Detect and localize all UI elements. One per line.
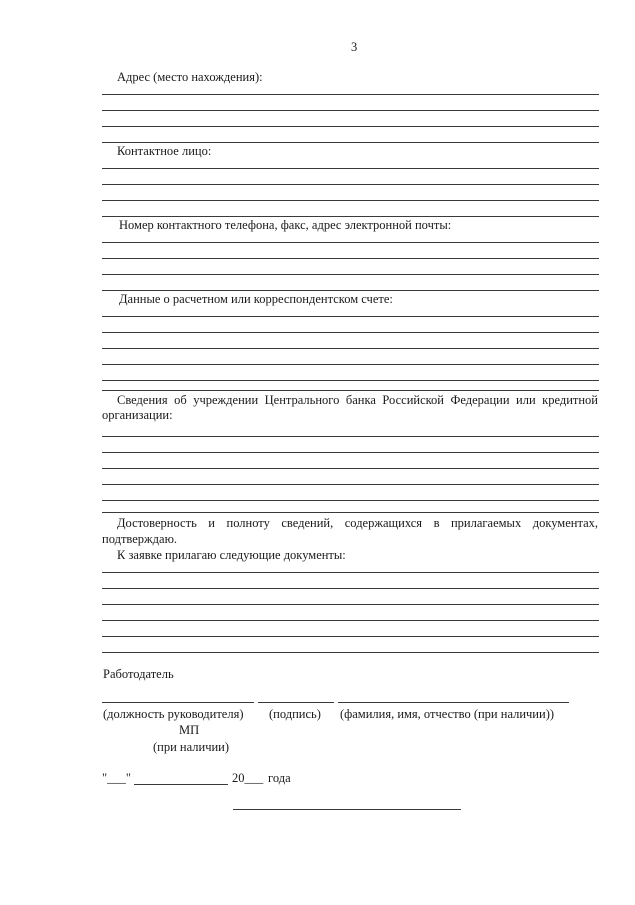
account-line[interactable] — [102, 390, 599, 391]
bank-line[interactable] — [102, 484, 599, 485]
confirm-text-line2: подтверждаю. — [102, 532, 178, 546]
account-line[interactable] — [102, 364, 599, 365]
account-line[interactable] — [102, 332, 599, 333]
contact-phone-line[interactable] — [102, 290, 599, 291]
contact-person-line[interactable] — [102, 184, 599, 185]
bank-line[interactable] — [102, 512, 599, 513]
contact-phone-line[interactable] — [102, 258, 599, 259]
attach-line[interactable] — [102, 652, 599, 653]
address-line[interactable] — [102, 110, 599, 111]
employer-label: Работодатель — [103, 667, 174, 681]
name-signature-line[interactable] — [338, 702, 569, 703]
date-day: "___" — [102, 771, 131, 785]
bank-line[interactable] — [102, 500, 599, 501]
contact-phone-line[interactable] — [102, 242, 599, 243]
name-caption: (фамилия, имя, отчество (при наличии)) — [340, 707, 555, 721]
date-year: 20___ — [232, 771, 264, 785]
address-line[interactable] — [102, 94, 599, 95]
address-label: Адрес (место нахождения): — [117, 70, 263, 84]
account-label: Данные о расчетном или корреспондентском счете: — [119, 292, 393, 306]
contact-person-line[interactable] — [102, 168, 599, 169]
bank-label-line2: организации: — [102, 408, 173, 422]
contact-person-line[interactable] — [102, 200, 599, 201]
date-month-line[interactable] — [134, 784, 228, 785]
page-number: 3 — [351, 40, 358, 54]
bank-line[interactable] — [102, 468, 599, 469]
contact-phone-line[interactable] — [102, 274, 599, 275]
address-line[interactable] — [102, 142, 599, 143]
account-line[interactable] — [102, 380, 599, 381]
contact-phone-label: Номер контактного телефона, факс, адрес электронной почты: — [119, 218, 452, 232]
bank-line[interactable] — [102, 452, 599, 453]
stamp-label: МП — [179, 723, 200, 737]
account-line[interactable] — [102, 348, 599, 349]
position-caption: (должность руководителя) — [103, 707, 244, 721]
attach-line[interactable] — [102, 588, 599, 589]
confirm-text-line1: Достоверность и полноту сведений, содержащихся в прилагаемых документах, — [117, 516, 598, 530]
stamp-note: (при наличии) — [153, 740, 230, 754]
bank-line[interactable] — [102, 436, 599, 437]
bottom-signature-line[interactable] — [233, 809, 461, 810]
bank-label-line1: Сведения об учреждении Центрального банка Российской Федерации или кредитной — [117, 393, 598, 407]
contact-person-line[interactable] — [102, 216, 599, 217]
attach-label: К заявке прилагаю следующие документы: — [117, 548, 346, 562]
sign-caption: (подпись) — [269, 707, 321, 721]
address-line[interactable] — [102, 126, 599, 127]
attach-line[interactable] — [102, 636, 599, 637]
position-signature-line[interactable] — [102, 702, 254, 703]
account-line[interactable] — [102, 316, 599, 317]
attach-line[interactable] — [102, 604, 599, 605]
date-suffix: года — [268, 771, 291, 785]
attach-line[interactable] — [102, 572, 599, 573]
contact-person-label: Контактное лицо: — [117, 144, 212, 158]
attach-line[interactable] — [102, 620, 599, 621]
sign-signature-line[interactable] — [258, 702, 334, 703]
